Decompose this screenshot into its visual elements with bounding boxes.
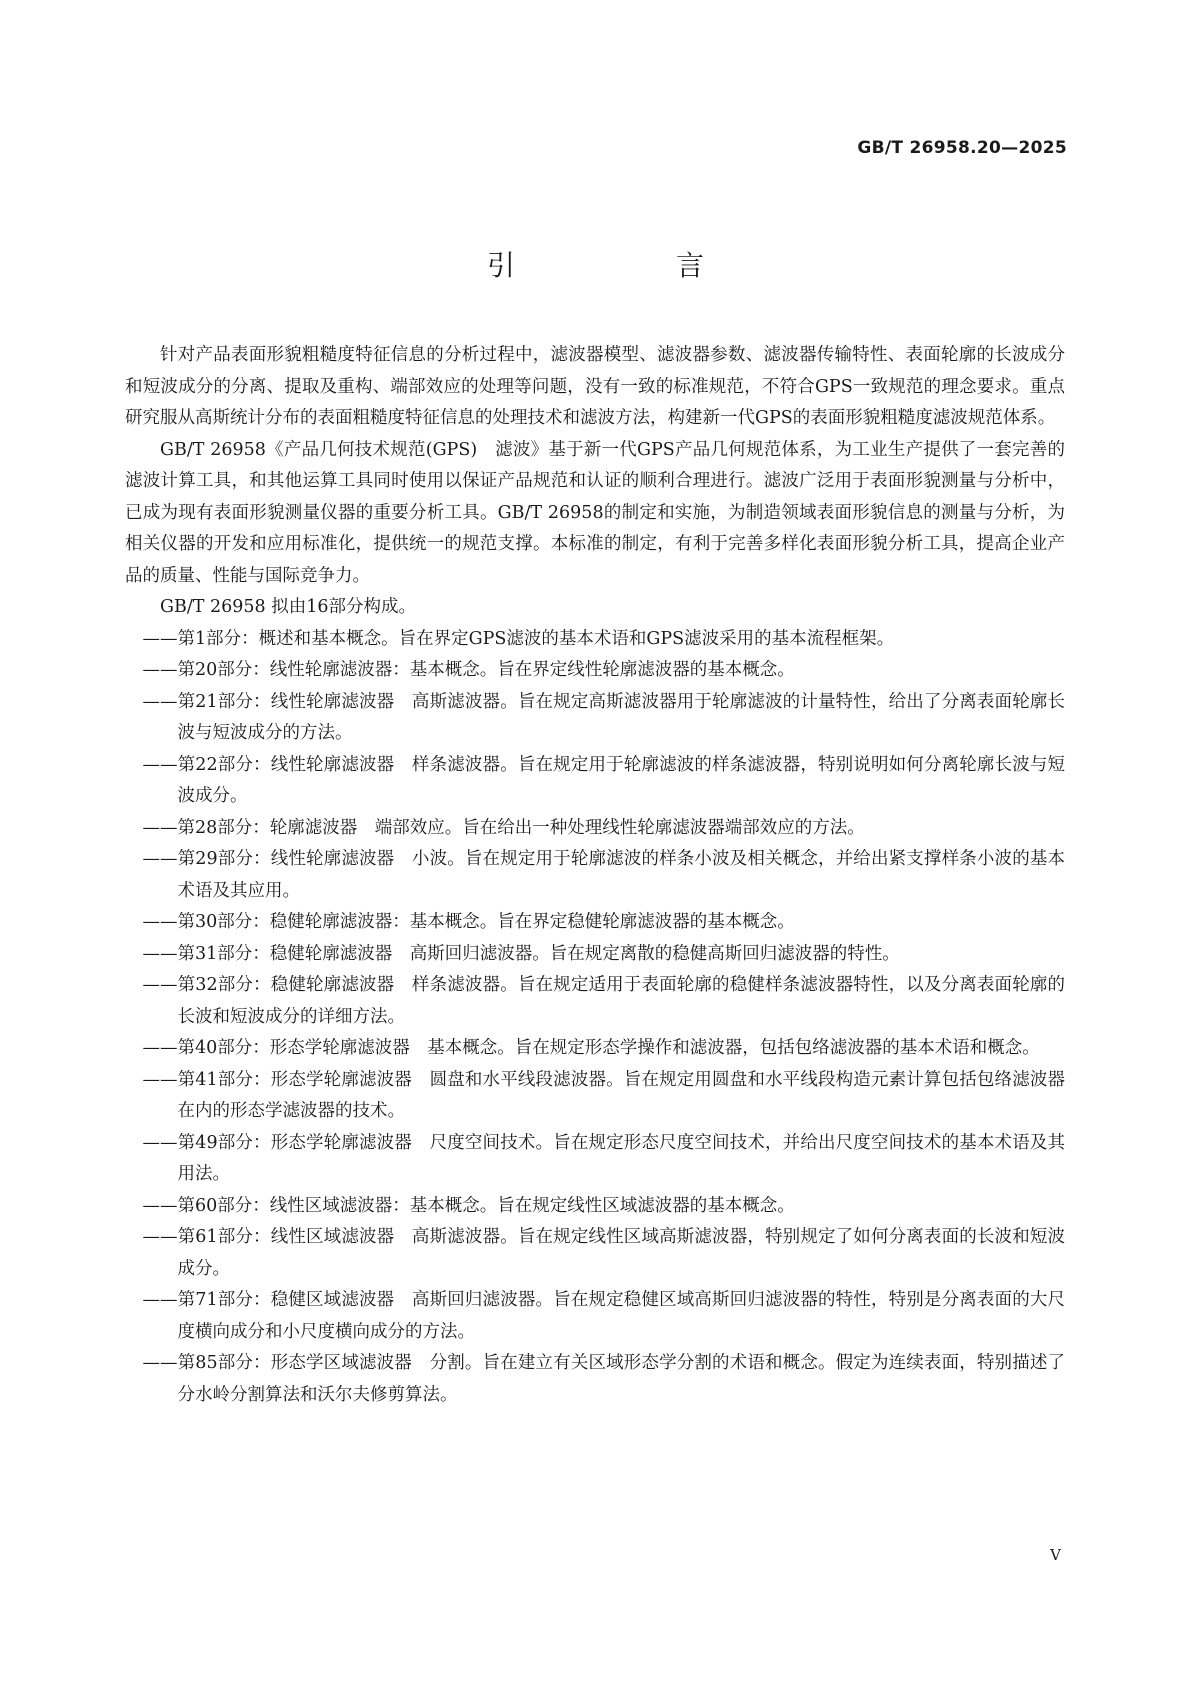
list-item: ——第29部分：线性轮廓滤波器 小波。旨在规定用于轮廓滤波的样条小波及相关概念，并给出紧支撑样条小波的基本术语及其应用。	[142, 849, 1065, 901]
paragraph: GB/T 26958《产品几何技术规范(GPS) 滤波》基于新一代GPS产品几何规范体系，为工业生产提供了一套完善的滤波计算工具，和其他运算工具同时使用以保证产品规范和认证的顺利合理进行。滤波广泛用于表面形貌测量与分析中，已成为现有表面形貌测量仪器的重要分析工具。GB/T 26958的制定和实施，为制造领域表面形貌信息的测量与分析，为相关仪器的开发和应用标准化，提供统一的规范支撑。本标准的制定，有利于完善多样化表面形貌分析工具，提高企业产品的质量、性能与国际竞争力。	[125, 439, 1065, 586]
page-number: V	[1050, 1546, 1061, 1564]
document-code: GB/T 26958.20—2025	[857, 138, 1067, 158]
paragraph: GB/T 26958 拟由16部分构成。	[160, 597, 416, 617]
main-content	[125, 340, 1065, 1411]
list-item: ——第71部分：稳健区域滤波器 高斯回归滤波器。旨在规定稳健区域高斯回归滤波器的特性，特别是分离表面的大尺度横向成分和小尺度横向成分的方法。	[142, 1290, 1065, 1342]
list-item: ——第31部分：稳健轮廓滤波器 高斯回归滤波器。旨在规定离散的稳健高斯回归滤波器的特性。	[142, 943, 900, 964]
list-item: ——第61部分：线性区域滤波器 高斯滤波器。旨在规定线性区域高斯滤波器，特别规定了如何分离表面的长波和短波成分。	[142, 1227, 1065, 1279]
list-item: ——第85部分：形态学区域滤波器 分割。旨在建立有关区域形态学分割的术语和概念。假定为连续表面，特别描述了分水岭分割算法和沃尔夫修剪算法。	[142, 1353, 1065, 1405]
list-item: ——第32部分：稳健轮廓滤波器 样条滤波器。旨在规定适用于表面轮廓的稳健样条滤波器特性，以及分离表面轮廓的长波和短波成分的详细方法。	[142, 975, 1065, 1027]
list-item: ——第1部分：概述和基本概念。旨在界定GPS滤波的基本术语和GPS滤波采用的基本流程框架。	[142, 628, 895, 649]
list-item: ——第28部分：轮廓滤波器 端部效应。旨在给出一种处理线性轮廓滤波器端部效应的方法。	[142, 817, 865, 838]
list-item: ——第40部分：形态学轮廓滤波器 基本概念。旨在规定形态学操作和滤波器，包括包络滤波器的基本术语和概念。	[142, 1038, 1040, 1058]
list-item: ——第22部分：线性轮廓滤波器 样条滤波器。旨在规定用于轮廓滤波的样条滤波器，特别说明如何分离轮廓长波与短波成分。	[142, 754, 1065, 806]
list-item: ——第21部分：线性轮廓滤波器 高斯滤波器。旨在规定高斯滤波器用于轮廓滤波的计量特性，给出了分离表面轮廓长波与短波成分的方法。	[142, 691, 1065, 743]
list-item: ——第49部分：形态学轮廓滤波器 尺度空间技术。旨在规定形态尺度空间技术，并给出尺度空间技术的基本术语及其用法。	[142, 1132, 1065, 1184]
list-item: ——第41部分：形态学轮廓滤波器 圆盘和水平线段滤波器。旨在规定用圆盘和水平线段构造元素计算包括包络滤波器在内的形态学滤波器的技术。	[142, 1069, 1065, 1121]
list-item: ——第60部分：线性区域滤波器：基本概念。旨在规定线性区域滤波器的基本概念。	[142, 1195, 795, 1216]
section-title: 引 言	[487, 249, 780, 282]
paragraph: 针对产品表面形貌粗糙度特征信息的分析过程中，滤波器模型、滤波器参数、滤波器传输特性、表面轮廓的长波成分和短波成分的分离、提取及重构、端部效应的处理等问题，没有一致的标准规范，不符合GPS一致规范的理念要求。重点研究服从高斯统计分布的表面粗糙度特征信息的处理技术和滤波方法，构建新一代GPS的表面形貌粗糙度滤波规范体系。	[125, 345, 1065, 428]
parts-list	[125, 624, 1065, 1412]
list-item: ——第30部分：稳健轮廓滤波器：基本概念。旨在界定稳健轮廓滤波器的基本概念。	[142, 912, 795, 932]
list-item: ——第20部分：线性轮廓滤波器：基本概念。旨在界定线性轮廓滤波器的基本概念。	[142, 660, 795, 680]
